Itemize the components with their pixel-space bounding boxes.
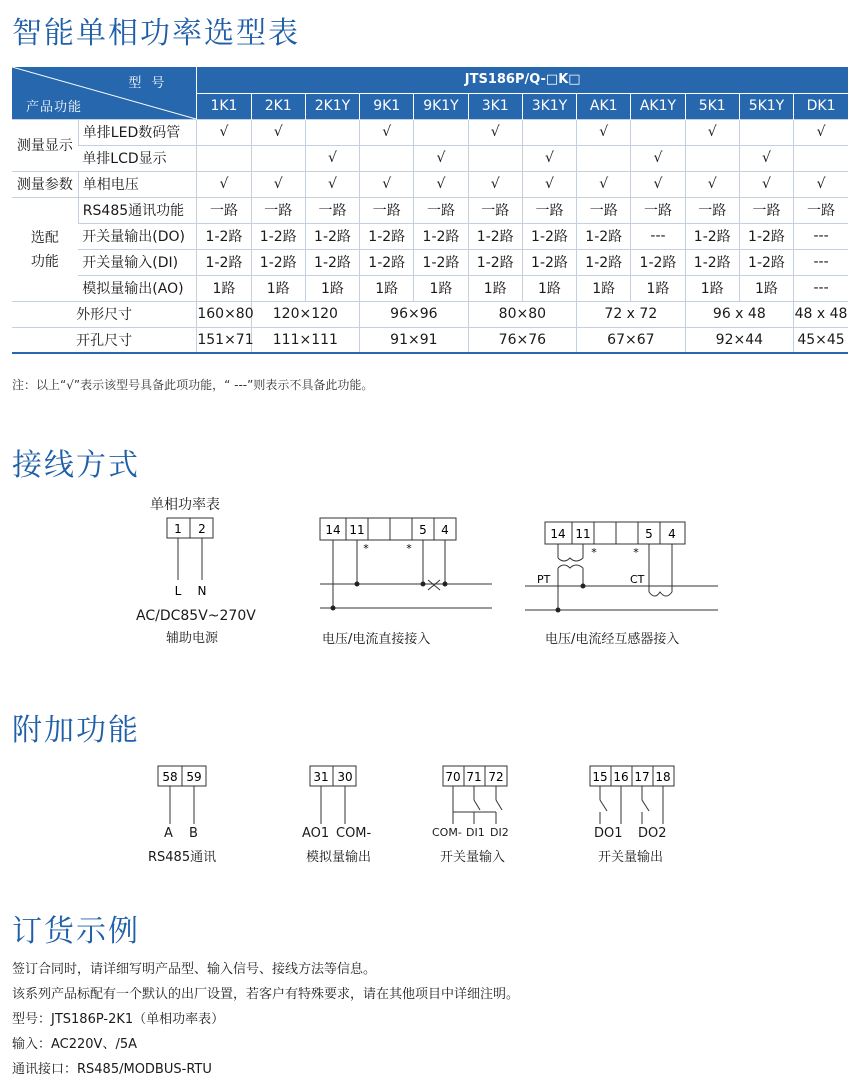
wiring-title: 接线方式 <box>12 448 140 483</box>
table-cell: 一路 <box>739 197 793 223</box>
table-cell: √ <box>414 145 468 171</box>
table-cell: 1-2路 <box>305 249 359 275</box>
di-label-di1: DI1 <box>466 826 485 839</box>
table-cell: 1-2路 <box>631 249 685 275</box>
table-cell: 一路 <box>577 197 631 223</box>
table-cell: √ <box>685 171 739 197</box>
rs485-terminal-58: 58 <box>162 770 178 784</box>
model-header-cell: 9K1Y <box>414 93 468 119</box>
table-cell: 1路 <box>468 275 522 301</box>
pt-label: PT <box>537 573 551 586</box>
table-cell: 一路 <box>468 197 522 223</box>
do-terminal-16: 16 <box>613 770 629 784</box>
table-cell: 1路 <box>360 275 414 301</box>
row-label: 模拟量输出(AO) <box>78 275 197 301</box>
table-cell: 1-2路 <box>414 223 468 249</box>
table-cell: --- <box>794 223 848 249</box>
additional-title: 附加功能 <box>12 713 140 748</box>
table-cell: 1-2路 <box>197 249 251 275</box>
ordering-line-4: 输入：AC220V、/5A <box>12 1037 137 1052</box>
page-title: 智能单相功率选型表 <box>12 16 300 51</box>
size-label: 外形尺寸 <box>12 301 197 327</box>
table-cell: 1-2路 <box>739 249 793 275</box>
table-cell: 1-2路 <box>251 223 305 249</box>
table-cell: 1路 <box>685 275 739 301</box>
model-header-cell: AK1 <box>577 93 631 119</box>
ordering-title: 订货示例 <box>12 914 140 949</box>
cutout-cell: 67×67 <box>577 327 686 353</box>
table-cell: √ <box>305 171 359 197</box>
ct-terminal-5: 5 <box>645 527 653 541</box>
table-cell: √ <box>360 119 414 145</box>
size-cell: 120×120 <box>251 301 360 327</box>
table-cell: √ <box>360 171 414 197</box>
table-cell: 1-2路 <box>197 223 251 249</box>
ordering-line-2: 该系列产品标配有一个默认的出厂设置，若客户有特殊要求，请在其他项目中详细注明。 <box>12 987 520 1002</box>
table-cell: 1路 <box>522 275 576 301</box>
direct-caption: 电压/电流直接接入 <box>322 632 431 647</box>
model-header-cell: 2K1Y <box>305 93 359 119</box>
table-cell: 一路 <box>251 197 305 223</box>
di-terminal-70: 70 <box>445 770 461 784</box>
table-cell: --- <box>631 223 685 249</box>
table-cell: 1-2路 <box>685 249 739 275</box>
row-label: 开关量输出(DO) <box>78 223 197 249</box>
direct-terminal-14: 14 <box>325 523 341 537</box>
table-cell: 1-2路 <box>468 249 522 275</box>
table-cell: --- <box>794 275 848 301</box>
ordering-line-1: 签订合同时，请详细写明产品型、输入信号、接线方法等信息。 <box>12 962 377 977</box>
table-cell: 一路 <box>414 197 468 223</box>
table-cell: 1-2路 <box>739 223 793 249</box>
direct-terminal-5: 5 <box>419 523 427 537</box>
table-cell: 一路 <box>360 197 414 223</box>
direct-terminal-4: 4 <box>441 523 449 537</box>
ct-label: CT <box>630 573 645 586</box>
rs485-caption: RS485通讯 <box>148 850 217 865</box>
row-label: 单排LCD显示 <box>78 145 197 171</box>
di-terminal-72: 72 <box>488 770 504 784</box>
digital-output-diagram <box>590 766 674 824</box>
group-param-label: 测量参数 <box>12 171 78 197</box>
table-cell: 1-2路 <box>360 249 414 275</box>
di-caption: 开关量输入 <box>440 850 506 865</box>
table-cell: √ <box>197 119 251 145</box>
row-label: RS485通讯功能 <box>78 197 197 223</box>
rs485-diagram <box>158 766 206 824</box>
power-N-label: N <box>197 584 207 598</box>
di-label-com: COM- <box>432 826 462 839</box>
table-cell: 1路 <box>739 275 793 301</box>
ordering-line-5: 通讯接口：RS485/MODBUS-RTU <box>12 1062 212 1077</box>
digital-input-diagram <box>443 766 507 824</box>
table-cell: 1-2路 <box>577 223 631 249</box>
table-cell: √ <box>251 171 305 197</box>
model-header-cell: 1K1 <box>197 93 251 119</box>
power-terminal-2: 2 <box>198 522 206 536</box>
direct-terminal-11: 11 <box>349 523 365 537</box>
do-label-do2: DO2 <box>638 826 667 841</box>
rs485-label-A: A <box>164 826 173 841</box>
analog-caption: 模拟量输出 <box>306 850 372 865</box>
power-caption-voltage: AC/DC85V~270V <box>136 608 256 624</box>
table-cell: 一路 <box>794 197 848 223</box>
table-cell: √ <box>739 145 793 171</box>
table-cell: √ <box>577 171 631 197</box>
model-header-cell: 2K1 <box>251 93 305 119</box>
table-cell: √ <box>577 119 631 145</box>
series-header: JTS186P/Q-□K□ <box>197 67 848 93</box>
table-cell: 1-2路 <box>251 249 305 275</box>
table-cell: √ <box>739 171 793 197</box>
table-cell: 1路 <box>251 275 305 301</box>
row-label: 单排LED数码管 <box>78 119 197 145</box>
power-meter-title: 单相功率表 <box>150 497 220 513</box>
table-cell: 一路 <box>197 197 251 223</box>
do-caption: 开关量输出 <box>598 850 664 865</box>
row-label: 单相电压 <box>78 171 197 197</box>
table-cell: 一路 <box>685 197 739 223</box>
power-L-label: L <box>174 584 182 598</box>
size-cell: 96 x 48 <box>685 301 794 327</box>
direct-star-1: * <box>363 542 369 555</box>
table-cell: 1路 <box>577 275 631 301</box>
row-label: 开关量输入(DI) <box>78 249 197 275</box>
table-cell: √ <box>631 171 685 197</box>
table-cell: 1-2路 <box>305 223 359 249</box>
ct-caption: 电压/电流经互感器接入 <box>545 632 680 647</box>
do-terminal-15: 15 <box>592 770 608 784</box>
cutout-cell: 45×45 <box>794 327 848 353</box>
table-cell: √ <box>794 119 848 145</box>
ct-star-2: * <box>633 546 639 559</box>
table-cell: --- <box>794 249 848 275</box>
size-cell: 80×80 <box>468 301 577 327</box>
group-display-label: 测量显示 <box>12 119 78 171</box>
cutout-cell: 76×76 <box>468 327 577 353</box>
table-cell: 1路 <box>414 275 468 301</box>
table-cell: √ <box>197 171 251 197</box>
table-cell: 1路 <box>197 275 251 301</box>
analog-terminal-30: 30 <box>337 770 353 784</box>
table-cell: 1-2路 <box>577 249 631 275</box>
cutout-cell: 151×71 <box>197 327 251 353</box>
ct-terminal-4: 4 <box>668 527 676 541</box>
do-terminal-18: 18 <box>655 770 671 784</box>
table-cell: √ <box>794 171 848 197</box>
do-label-do1: DO1 <box>594 826 623 841</box>
ordering-line-3: 型号：JTS186P-2K1（单相功率表） <box>12 1012 225 1027</box>
do-terminal-17: 17 <box>634 770 650 784</box>
function-header-label: 产品功能 <box>26 99 83 115</box>
table-cell: 一路 <box>305 197 359 223</box>
di-terminal-71: 71 <box>466 770 482 784</box>
size-cell: 96×96 <box>360 301 469 327</box>
direct-wiring-diagram <box>320 518 492 611</box>
table-cell: 一路 <box>522 197 576 223</box>
table-cell: √ <box>414 171 468 197</box>
di-label-di2: DI2 <box>490 826 509 839</box>
table-cell: √ <box>305 145 359 171</box>
analog-label-com: COM- <box>336 826 372 841</box>
group-option-line2: 功能 <box>30 254 59 270</box>
size-cell: 72 x 72 <box>577 301 686 327</box>
table-cell: 1-2路 <box>522 223 576 249</box>
table-cell: 1路 <box>631 275 685 301</box>
analog-label-ao1: AO1 <box>302 826 330 841</box>
ct-star-1: * <box>591 546 597 559</box>
model-header-cell: DK1 <box>794 93 848 119</box>
size-cell: 160×80 <box>197 301 251 327</box>
table-cell: 一路 <box>631 197 685 223</box>
model-header-cell: 3K1Y <box>522 93 576 119</box>
size-cell: 48 x 48 <box>794 301 848 327</box>
cutout-cell: 91×91 <box>360 327 469 353</box>
model-header-cell: AK1Y <box>631 93 685 119</box>
power-caption-aux: 辅助电源 <box>166 631 219 646</box>
table-cell: √ <box>522 145 576 171</box>
table-cell: √ <box>522 171 576 197</box>
table-cell: √ <box>631 145 685 171</box>
ct-terminal-11: 11 <box>575 527 591 541</box>
power-terminal-block <box>167 518 213 598</box>
table-note: 注：以上“√”表示该型号具备此项功能，“ ---”则表示不具备此功能。 <box>12 378 374 392</box>
table-cell: 1-2路 <box>414 249 468 275</box>
direct-star-2: * <box>406 542 412 555</box>
model-header-cell: 5K1 <box>685 93 739 119</box>
model-header-cell: 9K1 <box>360 93 414 119</box>
table-cell: √ <box>685 119 739 145</box>
table-cell: 1路 <box>305 275 359 301</box>
model-header-cell: 5K1Y <box>739 93 793 119</box>
table-cell: 1-2路 <box>522 249 576 275</box>
analog-output-diagram <box>310 766 356 824</box>
table-cell: 1-2路 <box>468 223 522 249</box>
ct-terminal-14: 14 <box>550 527 566 541</box>
group-option-line1: 选配 <box>30 230 59 246</box>
analog-terminal-31: 31 <box>313 770 329 784</box>
cutout-cell: 111×111 <box>251 327 360 353</box>
table-cell: √ <box>468 171 522 197</box>
table-cell: 1-2路 <box>685 223 739 249</box>
model-header-cell: 3K1 <box>468 93 522 119</box>
cutout-cell: 92×44 <box>685 327 794 353</box>
table-cell: 1-2路 <box>360 223 414 249</box>
ct-wiring-diagram <box>525 522 718 613</box>
cutout-label: 开孔尺寸 <box>12 327 197 353</box>
power-terminal-1: 1 <box>174 522 182 536</box>
rs485-label-B: B <box>189 826 198 841</box>
rs485-terminal-59: 59 <box>186 770 202 784</box>
model-header-label: 型号 <box>128 76 175 91</box>
table-cell: √ <box>251 119 305 145</box>
table-cell: √ <box>468 119 522 145</box>
